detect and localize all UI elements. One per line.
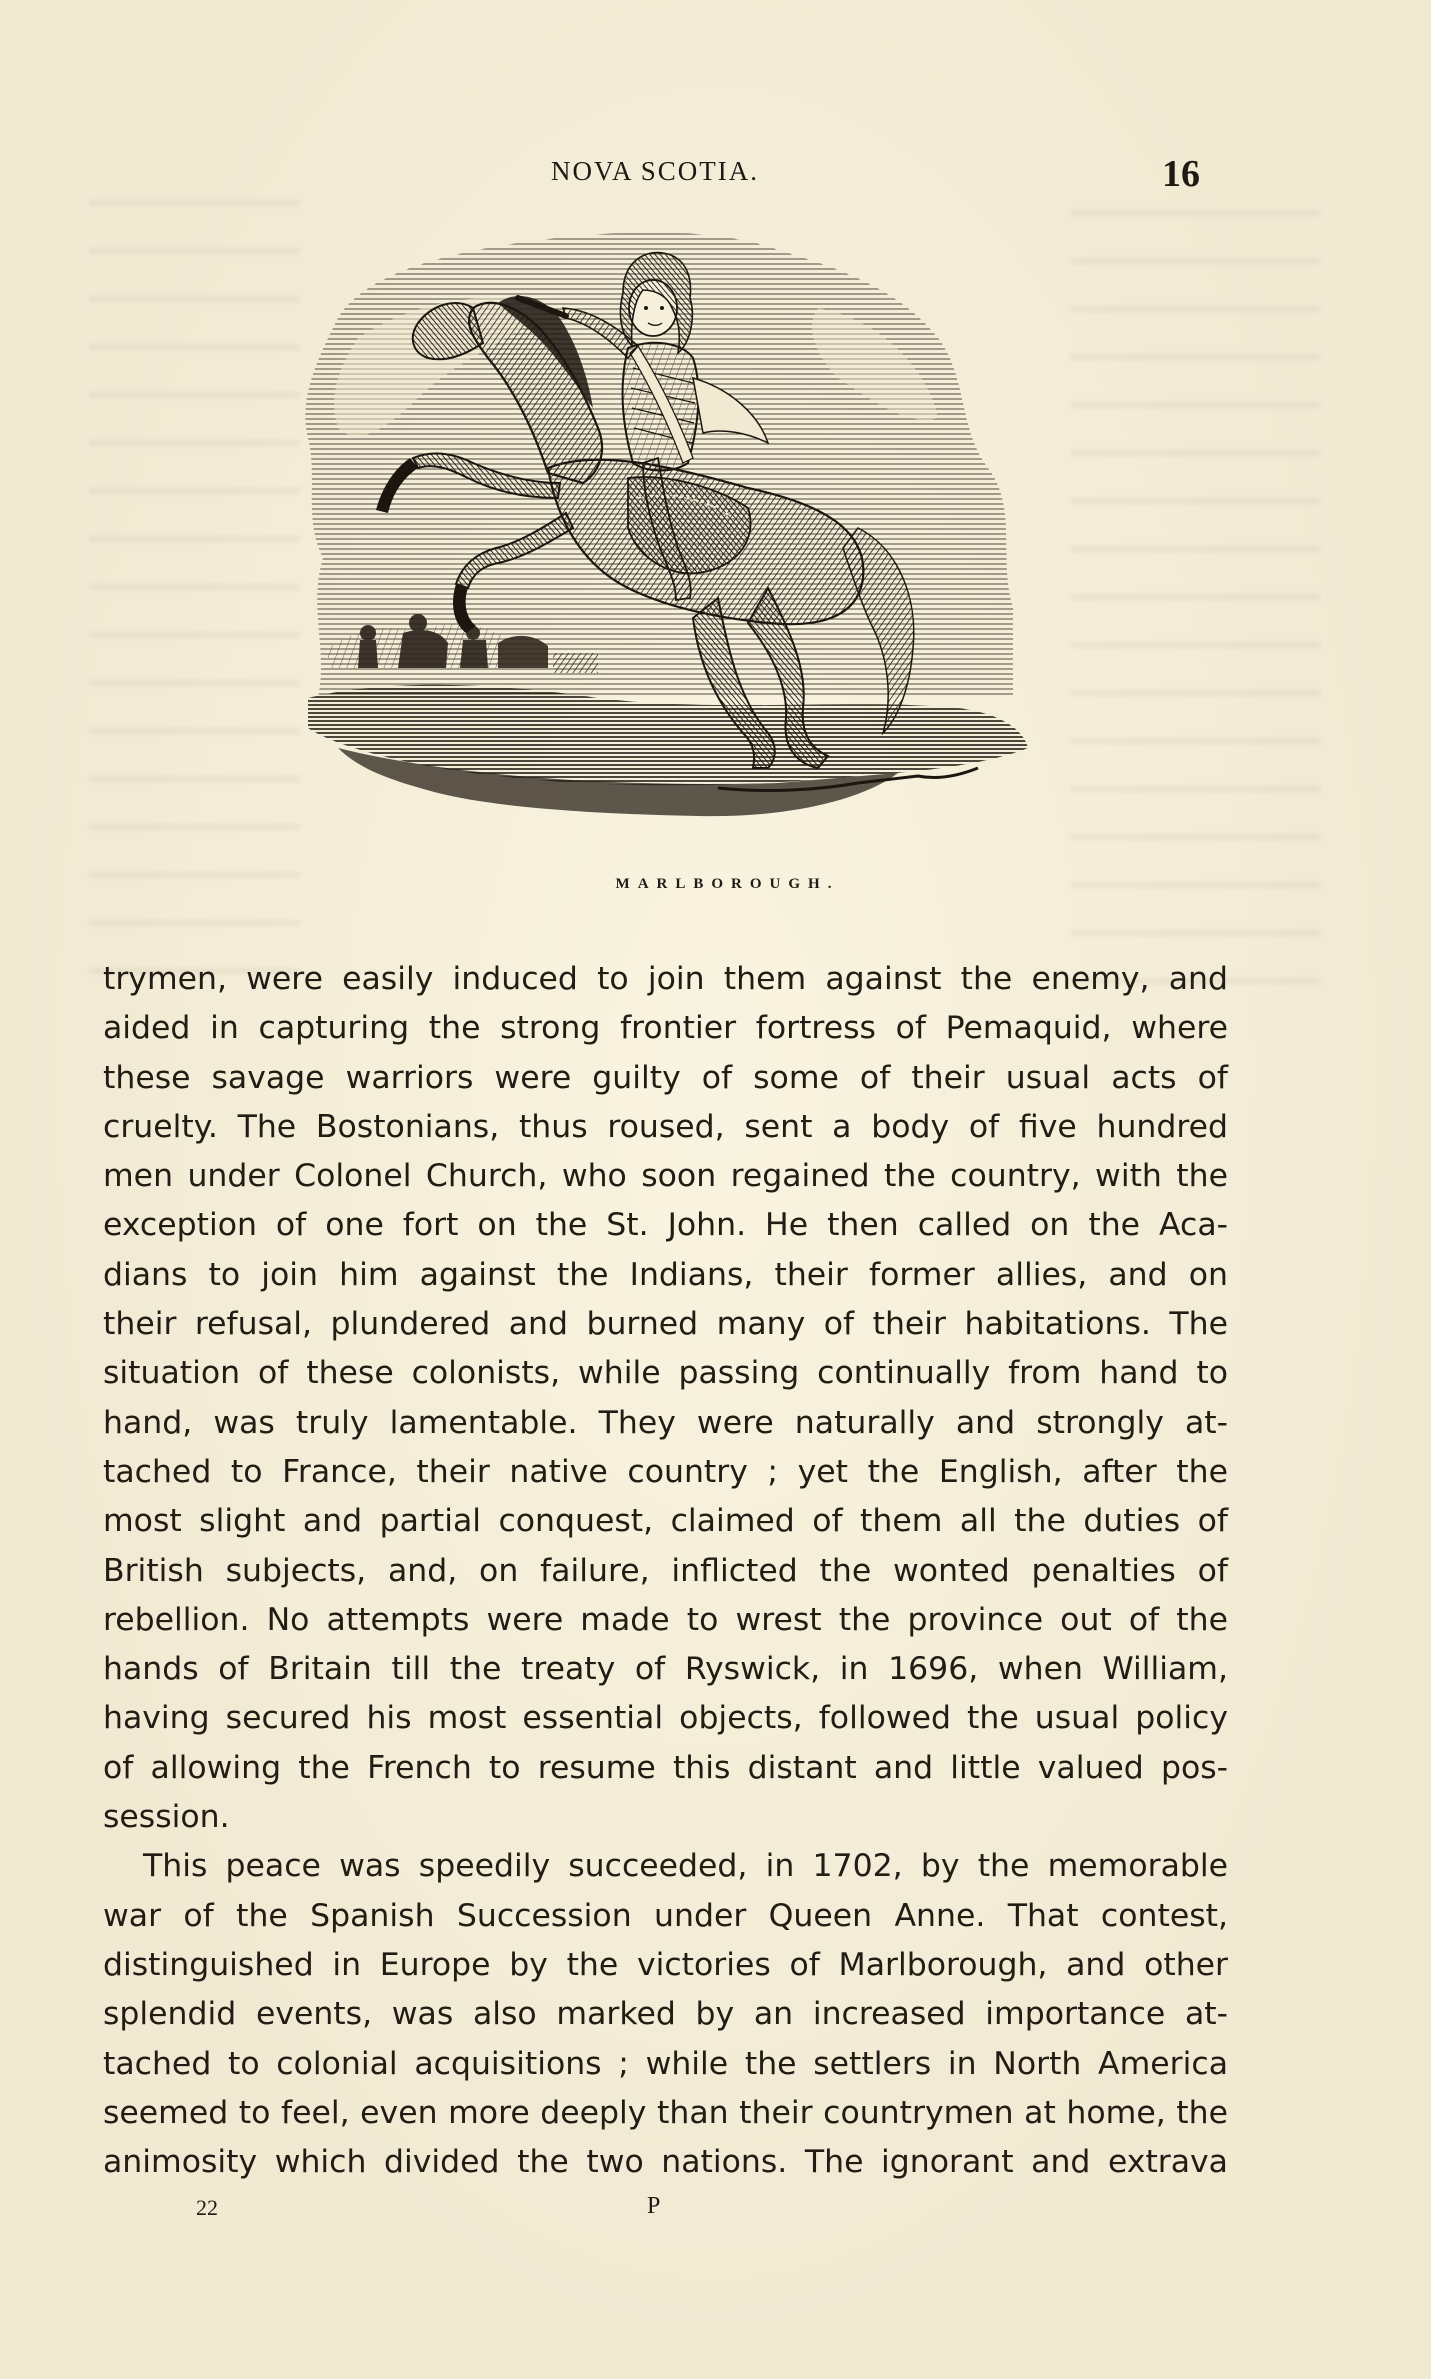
- text-line: war of the Spanish Succession under Queen Anne. That contest,: [103, 1897, 1228, 1934]
- signature-letter: P: [647, 2193, 661, 2219]
- text-line: splendid events, was also marked by an increased importance at-: [103, 1996, 1228, 2033]
- body-text: [103, 955, 1228, 2187]
- text-line: these savage warriors were guilty of some of their usual acts of: [103, 1059, 1228, 1096]
- text-line: hand, was truly lamentable. They were naturally and strongly at-: [103, 1404, 1228, 1441]
- text-line: of allowing the French to resume this distant and little valued pos-: [103, 1749, 1228, 1786]
- text-line: tached to colonial acquisitions ; while the settlers in North America: [103, 2045, 1228, 2082]
- text-line: trymen, were easily induced to join them against the enemy, and: [103, 961, 1228, 997]
- text-line: British subjects, and, on failure, inflicted the wonted penalties of: [103, 1552, 1228, 1589]
- text-line: session.: [103, 1799, 230, 1836]
- text-line: most slight and partial conquest, claimed of them all the duties of: [103, 1503, 1228, 1540]
- text-line: situation of these colonists, while passing continually from hand to: [103, 1355, 1228, 1392]
- text-line: cruelty. The Bostonians, thus roused, sent a body of five hundred: [103, 1108, 1228, 1145]
- text-line: tached to France, their native country ; yet the English, after the: [103, 1453, 1228, 1490]
- text-line: distinguished in Europe by the victories of Marlborough, and other: [103, 1946, 1228, 1983]
- signature-number: 22: [196, 2195, 218, 2220]
- show-through-text-right: [1070, 210, 1320, 990]
- show-through-text-left: [90, 200, 300, 980]
- engraving-equestrian-portrait: [298, 228, 1032, 848]
- running-title: NOVA SCOTIA.: [551, 156, 760, 186]
- text-line: rebellion. No attempts were made to wrest the province out of the: [103, 1601, 1228, 1638]
- text-line: This peace was speedily succeeded, in 1702, by the memorable: [143, 1848, 1228, 1885]
- text-line: exception of one fort on the St. John. He then called on the Aca-: [103, 1207, 1228, 1244]
- illustration-caption: MARLBOROUGH.: [615, 876, 840, 892]
- text-line: men under Colonel Church, who soon regained the country, with the: [103, 1158, 1228, 1195]
- text-line: animosity which divided the two nations. The ignorant and extrava: [103, 2144, 1228, 2181]
- text-line: dians to join him against the Indians, their former allies, and on: [103, 1256, 1228, 1293]
- page-number: 16: [1162, 153, 1200, 195]
- text-line: hands of Britain till the treaty of Ryswick, in 1696, when William,: [103, 1651, 1228, 1688]
- text-line: aided in capturing the strong frontier fortress of Pemaquid, where: [103, 1010, 1228, 1047]
- text-line: having secured his most essential objects, followed the usual policy: [103, 1700, 1228, 1737]
- text-line: seemed to feel, even more deeply than their countrymen at home, the: [103, 2094, 1228, 2131]
- running-head: [0, 153, 1431, 196]
- text-line: their refusal, plundered and burned many of their habitations. The: [103, 1306, 1228, 1343]
